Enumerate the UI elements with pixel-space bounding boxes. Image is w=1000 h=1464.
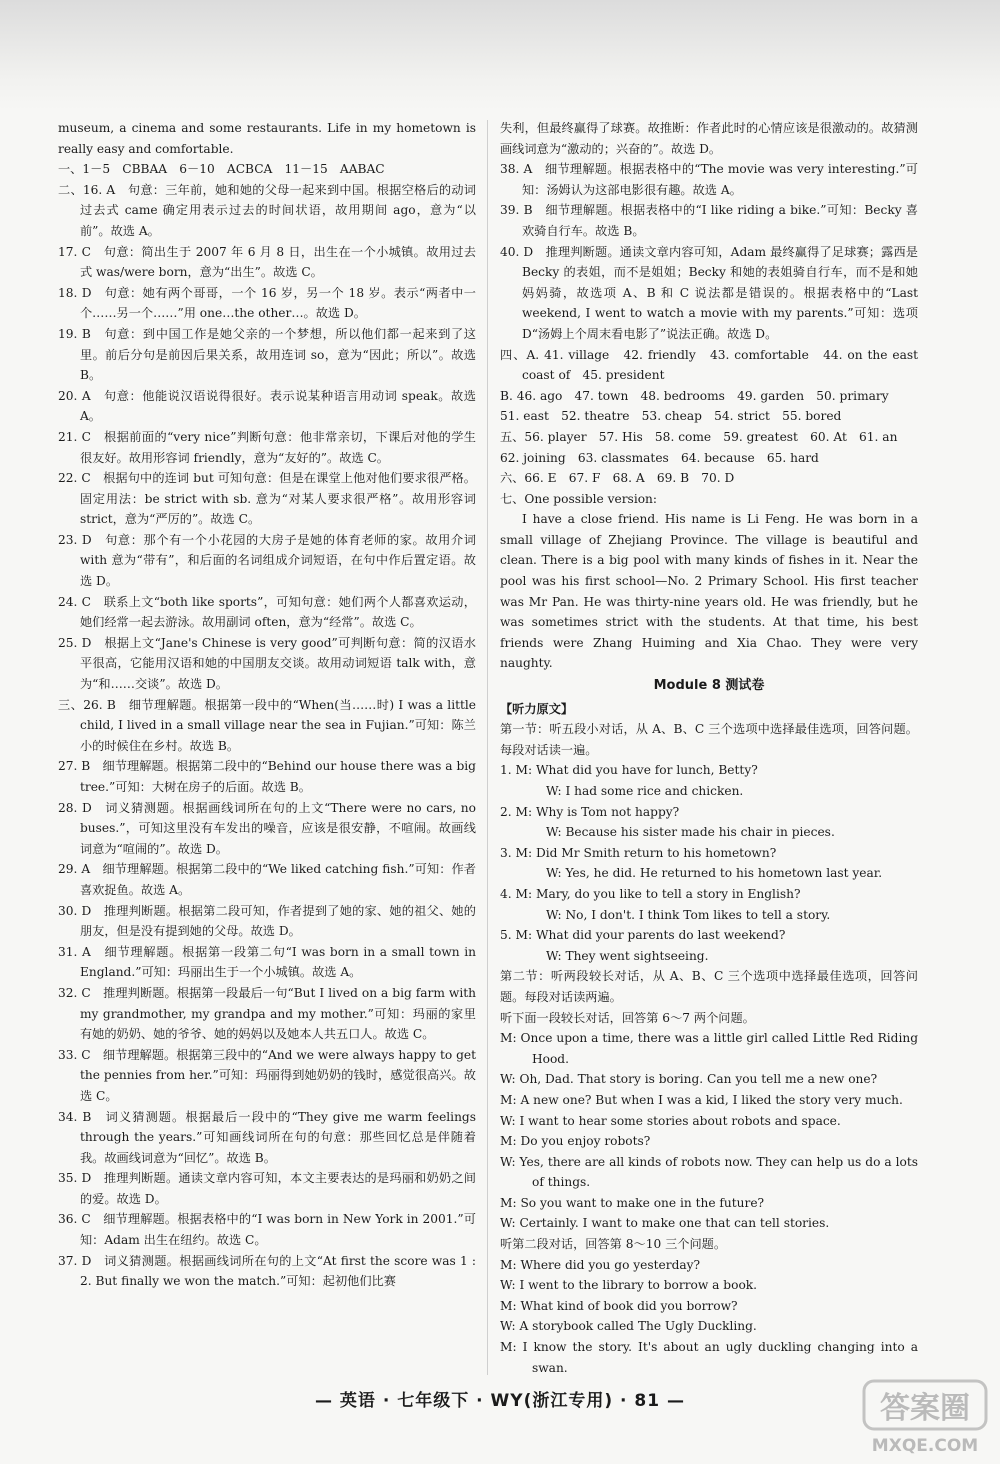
answer-item: 17. C 句意：简出生于 2007 年 6 月 8 日，出生在一个小城镇。故用过去式 was/were born，意为“出生”。故选 C。 [58,244,476,280]
dialogue-line: M: So you want to make one in the future? [500,1195,765,1210]
dialogue-line: W: Certainly. I want to make one that can tell stories. [500,1216,830,1231]
dialogue-line: M: Where did you go yesterday? [500,1257,701,1272]
left-column [58,118,476,1292]
answer-item: 38. A 细节理解题。根据表格中的“The movie was very interesting.”可知：汤姆认为这部电影很有趣。故选 A。 [500,162,918,197]
answer-item: 七、One possible version: [500,491,658,506]
column-divider [487,120,488,1375]
dialogue-line: M: I know the story. It's about an ugly duckling changing into a swan. [500,1340,918,1375]
dialogue-answer-line: W: I had some rice and chicken. [546,784,744,798]
section1-instruction: 第一节：听五段小对话，从 A、B、C 三个选项中选择最佳选项，回答问题。每段对话读一遍。 [500,722,918,757]
answer-item: 一、1－5 CBBAA 6－10 ACBCA 11－15 AABAC [58,162,385,177]
dialogue-line: M: What kind of book did you borrow? [500,1298,738,1313]
section2-instruction: 第二节：听两段较长对话，从 A、B、C 三个选项中选择最佳选项，回答问题。每段对话读两遍。 [500,969,918,1004]
dialogue2-intro: 听第二段对话，回答第 8～10 三个问题。 [500,1237,727,1252]
watermark-logo [860,1375,990,1460]
watermark-top: 答案圈 [880,1391,970,1426]
answer-item: 30. D 推理判断题。根据第二段可知，作者提到了她的家、她的祖父、她的朋友，但是没有提到她的父母。故选 D。 [58,903,476,939]
answer-item: 21. C 根据前面的“very nice”判断句意：他非常亲切，下课后对他的学生很友好。故用形容词 friendly，意为“友好的”。故选 C。 [58,429,476,465]
answer-item: 28. D 词义猜测题。根据画线词所在句的上文“There were no cars, no buses.”，可知这里没有车发出的噪音，应该是很安静，不喧闹。故画线词意为“喧闹的”。故选 D。 [58,800,476,856]
answer-item: B. 46. ago 47. town 48. bedrooms 49. garden 50. primary [500,388,889,403]
dialogue-line: W: Oh, Dad. That story is boring. Can you tell me a new one? [500,1072,878,1087]
page-footer: — 英语 · 七年级下 · WY(浙江专用) · 81 — [315,1391,685,1411]
dialogue-line: W: I want to hear some stories about robots and space. [500,1113,841,1128]
right-column [500,118,918,1378]
answer-item: 25. D 根据上文“Jane's Chinese is very good”可判断句意：简的汉语水平很高，它能用汉语和她的中国朋友交谈。故用动词短语 talk with，意为“和……交谈”。故选 D。 [58,635,476,692]
dialogue-line: W: A storybook called The Ugly Duckling. [500,1319,757,1334]
answer-item: 29. A 细节理解题。根据第二段中的“We liked catching fish.”可知：作者喜欢捉鱼。故选 A。 [58,862,476,897]
answer-item: 23. D 句意：那个有一个小花园的大房子是她的体育老师的家。故用介词 with 意为“带有”，和后面的名词组成介词短语，在句中作后置定语。故选 D。 [58,532,476,589]
watermark-bottom: MXQE.COM [871,1436,979,1456]
dialogue-answer-line: W: Because his sister made his chair in pieces. [546,825,835,840]
answer-item: 18. D 句意：她有两个哥哥，一个 16 岁，另一个 18 岁。表示“两者中一个……另一个……”用 one…the other…。故选 D。 [58,285,476,321]
dialogue-question-line: 3. M: Did Mr Smith return to his hometown? [500,845,777,860]
answer-item: 二、16. A 句意：三年前，她和她的父母一起来到中国。根据空格后的动词过去式 came 确定用表示过去的时间状语，故用期间 ago，意为“以前”。故选 A。 [58,182,476,238]
dialogue-question-line: 1. M: What did you have for lunch, Betty? [500,763,758,778]
answer-item: 失利，但最终赢得了球赛。故推断：作者此时的心情应该是很激动的。故猜测画线词意为“激动的；兴奋的”。故选 D。 [500,121,918,156]
answer-item: 22. C 根据句中的连词 but 可知句意：但是在课堂上他对他们要求很严格。固定用法：be strict with sb. 意为“对某人要求很严格”。故用形容词 strict，意为“严厉的”。故选 C。 [58,471,476,527]
dialogue-line: M: A new one? But when I was a kid, I liked the story very much. [500,1092,903,1107]
answer-item: 19. B 句意：到中国工作是她父亲的一个梦想，所以他们都一起来到了这里。前后分句是前因后果关系，故用连词 so，意为“因此；所以”。故选 B。 [58,326,476,383]
answer-item: 32. C 推理判断题。根据第一段最后一句“But I lived on a big farm with my grandmother, my grandpa and my mother.”可知：玛丽的家里有她的奶奶、她的爷爷、她的妈妈以及她本人共五口人。故选 C。 [58,985,476,1042]
answer-item: 40. D 推理判断题。通读文章内容可知，Adam 最终赢得了足球赛；露西是 Becky 的表姐，而不是姐姐；Becky 和她的表姐骑自行车，而不是和她妈妈骑，故选项 A、B 和 C 说法都是错误的。根据表格中的“Last weekend, I went to watch a movie with my parents.”可知：选项 D“汤姆上个周末看电影了”说法正确。故选 D。 [500,244,918,341]
dialogue-line: W: I went to the library to borrow a book. [500,1278,758,1293]
dialogue1-intro: 听下面一段较长对话，回答第 6～7 两个问题。 [500,1010,755,1025]
module-title: Module 8 测试卷 [653,678,765,694]
answer-item: 35. D 推理判断题。通读文章内容可知，本文主要表达的是玛丽和奶奶之间的爱。故选 D。 [58,1171,476,1206]
answer-item: 20. A 句意：他能说汉语说得很好。表示说某种语言用动词 speak。故选 A。 [58,388,476,424]
answer-item: 六、66. E 67. F 68. A 69. B 70. D [500,471,735,486]
answer-item: 34. B 词义猜测题。根据最后一段中的“They give me warm feelings through the years.”可知画线词所在句的句意：那些回忆总是伴随着我。故画线词意为“回忆”。故选 B。 [58,1109,476,1165]
dialogue-line: M: Do you enjoy robots? [500,1134,651,1149]
model-essay: I have a close friend. His name is Li Feng. He was born in a small village of Zhejiang Province. The village is beautiful and clean. There is a big pool with many kinds of fishes in it. Near the pool was his first school—No. 2 Primary School. His first teacher was Mr Pan. He was thirty-nine years old. He was friendly, but he was sometimes strict with the students. At that time, his best friends were Zhang Huiming and Xia Chao. They were very naughty. [500,512,918,671]
answer-item: 62. joining 63. classmates 64. because 65. hard [500,450,819,465]
answer-item: museum, a cinema and some restaurants. Life in my hometown is really easy and comfortable. [58,121,476,156]
dialogue-line: W: Yes, there are all kinds of robots now. They can help us do a lots of things. [500,1154,918,1190]
answer-item: 24. C 联系上文“both like sports”，可知句意：她们两个人都喜欢运动，她们经常一起去游泳。故用副词 often，意为“经常”。故选 C。 [58,594,476,630]
answer-item: 三、26. B 细节理解题。根据第一段中的“When(当……时) I was a little child, I lived in a small village near the sea in Fujian.”可知：陈兰小的时候住在乡村。故选 B。 [58,697,476,753]
answer-item: 四、A. 41. village 42. friendly 43. comfortable 44. on the east coast of 45. president [500,347,918,383]
listening-label: 【听力原文】 [500,701,574,716]
dialogue-answer-line: W: Yes, he did. He returned to his hometown last year. [546,866,883,881]
answer-item: 37. D 词义猜测题。根据画线词所在句的上文“At first the score was 1 : 2. But finally we won the match.”可知：起初他们比赛 [58,1253,476,1289]
answer-item: 五、56. player 57. His 58. come 59. greatest 60. At 61. an [500,429,898,444]
dialogue-question-line: 5. M: What did your parents do last weekend? [500,928,786,943]
dialogue-line: M: Once upon a time, there was a little girl called Little Red Riding Hood. [500,1031,918,1066]
dialogue-question-line: 4. M: Mary, do you like to tell a story in English? [500,886,801,901]
answer-item: 31. A 细节理解题。根据第一段第二句“I was born in a small town in England.”可知：玛丽出生于一个小城镇。故选 A。 [58,944,476,980]
page-top-shadow [0,0,1000,110]
answer-item: 39. B 细节理解题。根据表格中的“I like riding a bike.”可知：Becky 喜欢骑自行车。故选 B。 [500,203,918,238]
answer-item: 27. B 细节理解题。根据第二段中的“Behind our house there was a big tree.”可知：大树在房子的后面。故选 B。 [58,759,476,794]
answer-item: 51. east 52. theatre 53. cheap 54. strict 55. bored [500,409,842,424]
dialogue-answer-line: W: They went sightseeing. [546,948,709,963]
dialogue-question-line: 2. M: Why is Tom not happy? [500,804,680,819]
answer-item: 33. C 细节理解题。根据第三段中的“And we were always happy to get the pennies from her.”可知：玛丽得到她奶奶的钱时，感觉很高兴。故选 C。 [58,1047,476,1103]
answer-item: 36. C 细节理解题。根据表格中的“I was born in New York in 2001.”可知：Adam 出生在纽约。故选 C。 [58,1212,476,1248]
dialogue-answer-line: W: No, I don't. I think Tom likes to tell a story. [546,907,831,922]
